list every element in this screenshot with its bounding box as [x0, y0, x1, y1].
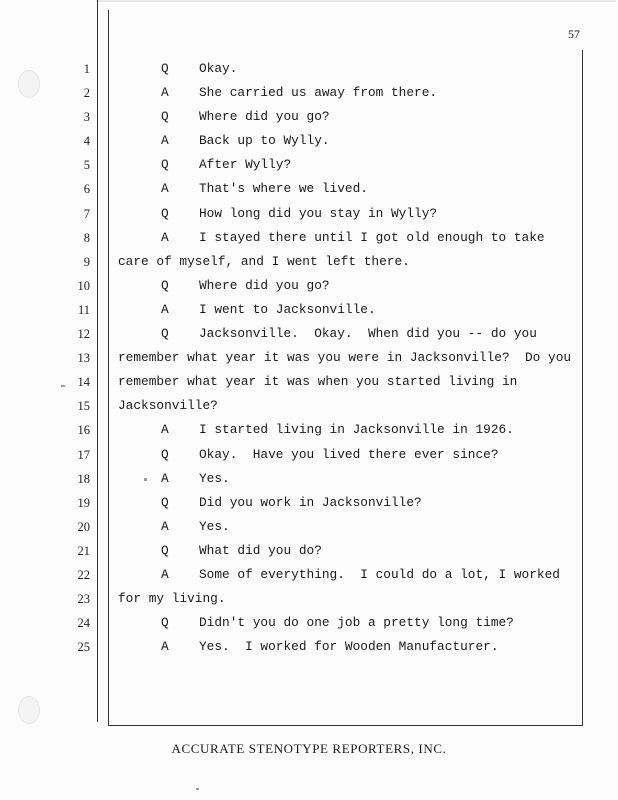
speech-text: Where did you go? — [199, 277, 330, 293]
speech-text: remember what year it was you were in Jacksonville? Do you — [118, 350, 572, 366]
speaker-label: A — [161, 301, 169, 317]
line-number: 11 — [77, 302, 90, 317]
speech-text: I stayed there until I got old enough to take — [199, 229, 545, 245]
transcript-line — [118, 350, 578, 374]
speech-text: Yes. — [199, 470, 230, 486]
speech-text: care of myself, and I went left there. — [118, 253, 410, 269]
transcript-line — [118, 495, 578, 519]
left-margin-rule-inner — [108, 10, 109, 726]
speech-text: remember what year it was when you started living in — [118, 374, 518, 390]
line-number: 17 — [77, 447, 90, 462]
line-number: 15 — [77, 399, 90, 414]
transcript-line — [118, 254, 578, 278]
speech-text: After Wylly? — [199, 157, 292, 173]
line-number: 22 — [77, 567, 90, 582]
transcript-line — [118, 61, 578, 85]
line-number: 4 — [83, 134, 90, 149]
speaker-label: A — [161, 566, 169, 582]
line-number: 18 — [77, 471, 90, 486]
speech-text: for my living. — [118, 591, 226, 607]
speaker-label: Q — [161, 494, 169, 510]
line-number-column — [60, 61, 90, 663]
speaker-label: Q — [161, 157, 169, 173]
line-number: 24 — [77, 616, 90, 631]
transcript-line — [118, 398, 578, 422]
speech-text: Some of everything. I could do a lot, I worked — [199, 566, 560, 582]
speaker-label: A — [161, 470, 169, 486]
speech-text: What did you do? — [199, 542, 322, 558]
line-number: 16 — [77, 423, 90, 438]
speaker-label: Q — [161, 542, 169, 558]
speech-text: I went to Jacksonville. — [199, 301, 376, 317]
transcript-line — [118, 422, 578, 446]
line-number: 1 — [83, 62, 90, 76]
transcript-line — [118, 157, 578, 181]
line-number: 13 — [77, 351, 90, 366]
speaker-label: Q — [161, 61, 169, 76]
speech-text: Yes. I worked for Wooden Manufacturer. — [199, 639, 499, 655]
transcript-line — [118, 471, 578, 495]
line-number: 12 — [77, 327, 90, 342]
transcript-line — [118, 85, 578, 109]
speech-text: Jacksonville? — [118, 398, 218, 414]
speech-text: Did you work in Jacksonville? — [199, 494, 422, 510]
line-number: 2 — [83, 86, 90, 101]
transcript-line — [118, 567, 578, 591]
transcript-line — [118, 591, 578, 615]
speech-text: Okay. — [199, 61, 238, 76]
speaker-label: A — [161, 85, 169, 101]
transcript-line — [118, 230, 578, 254]
line-number: 9 — [83, 254, 90, 269]
transcript-line — [118, 109, 578, 133]
speech-text: How long did you stay in Wylly? — [199, 205, 438, 221]
transcript-line — [118, 181, 578, 205]
speech-text: That's where we lived. — [199, 181, 368, 197]
speech-text: Jacksonville. Okay. When did you -- do you — [199, 326, 537, 342]
bottom-border-rule — [108, 725, 583, 726]
speaker-label: Q — [161, 205, 169, 221]
line-number: 10 — [77, 278, 90, 293]
transcript-lines — [118, 61, 578, 663]
line-number: 8 — [83, 230, 90, 245]
speech-text: Okay. Have you lived there ever since? — [199, 446, 499, 462]
speaker-label: Q — [161, 109, 169, 125]
line-number: 5 — [83, 158, 90, 173]
line-number: 25 — [77, 640, 90, 655]
line-number: 20 — [77, 519, 90, 534]
page-number: 57 — [568, 27, 580, 41]
right-border-rule — [582, 50, 583, 726]
transcript-line — [118, 519, 578, 543]
transcript-line — [118, 133, 578, 157]
transcript-line — [118, 615, 578, 639]
speaker-label: A — [161, 133, 169, 149]
line-number: 21 — [77, 543, 90, 558]
transcript-line — [118, 278, 578, 302]
transcript-line — [118, 447, 578, 471]
punch-hole-top — [18, 70, 40, 98]
speaker-label: A — [161, 639, 169, 655]
transcript-line — [118, 543, 578, 567]
left-margin-rule-outer — [97, 0, 98, 722]
line-number: 14 — [77, 375, 90, 390]
transcript-line — [118, 326, 578, 350]
speech-text: Where did you go? — [199, 109, 330, 125]
transcript-line — [118, 374, 578, 398]
speech-text: Didn't you do one job a pretty long time? — [199, 615, 514, 631]
speaker-label: Q — [161, 277, 169, 293]
speech-text: Yes. — [199, 518, 230, 534]
transcript-line — [118, 639, 578, 663]
stray-mark — [196, 788, 199, 790]
speaker-label: A — [161, 422, 169, 438]
speech-text: She carried us away from there. — [199, 85, 438, 101]
speech-text: I started living in Jacksonville in 1926. — [199, 422, 514, 438]
transcript-line — [118, 206, 578, 230]
speaker-label: A — [161, 229, 169, 245]
speaker-label: Q — [161, 615, 169, 631]
speaker-label: A — [161, 518, 169, 534]
punch-hole-bottom — [18, 696, 40, 724]
line-number: 23 — [77, 592, 90, 607]
top-edge-shadow — [96, 0, 616, 2]
speaker-label: Q — [161, 326, 169, 342]
reporter-footer: ACCURATE STENOTYPE REPORTERS, INC. — [171, 741, 447, 756]
speaker-label: A — [161, 181, 169, 197]
speech-text: Back up to Wylly. — [199, 133, 330, 149]
line-number: 3 — [83, 110, 90, 125]
line-number: 6 — [83, 182, 90, 197]
speaker-label: Q — [161, 446, 169, 462]
transcript-line — [118, 302, 578, 326]
line-number: 19 — [77, 495, 90, 510]
line-number: 7 — [83, 206, 90, 221]
